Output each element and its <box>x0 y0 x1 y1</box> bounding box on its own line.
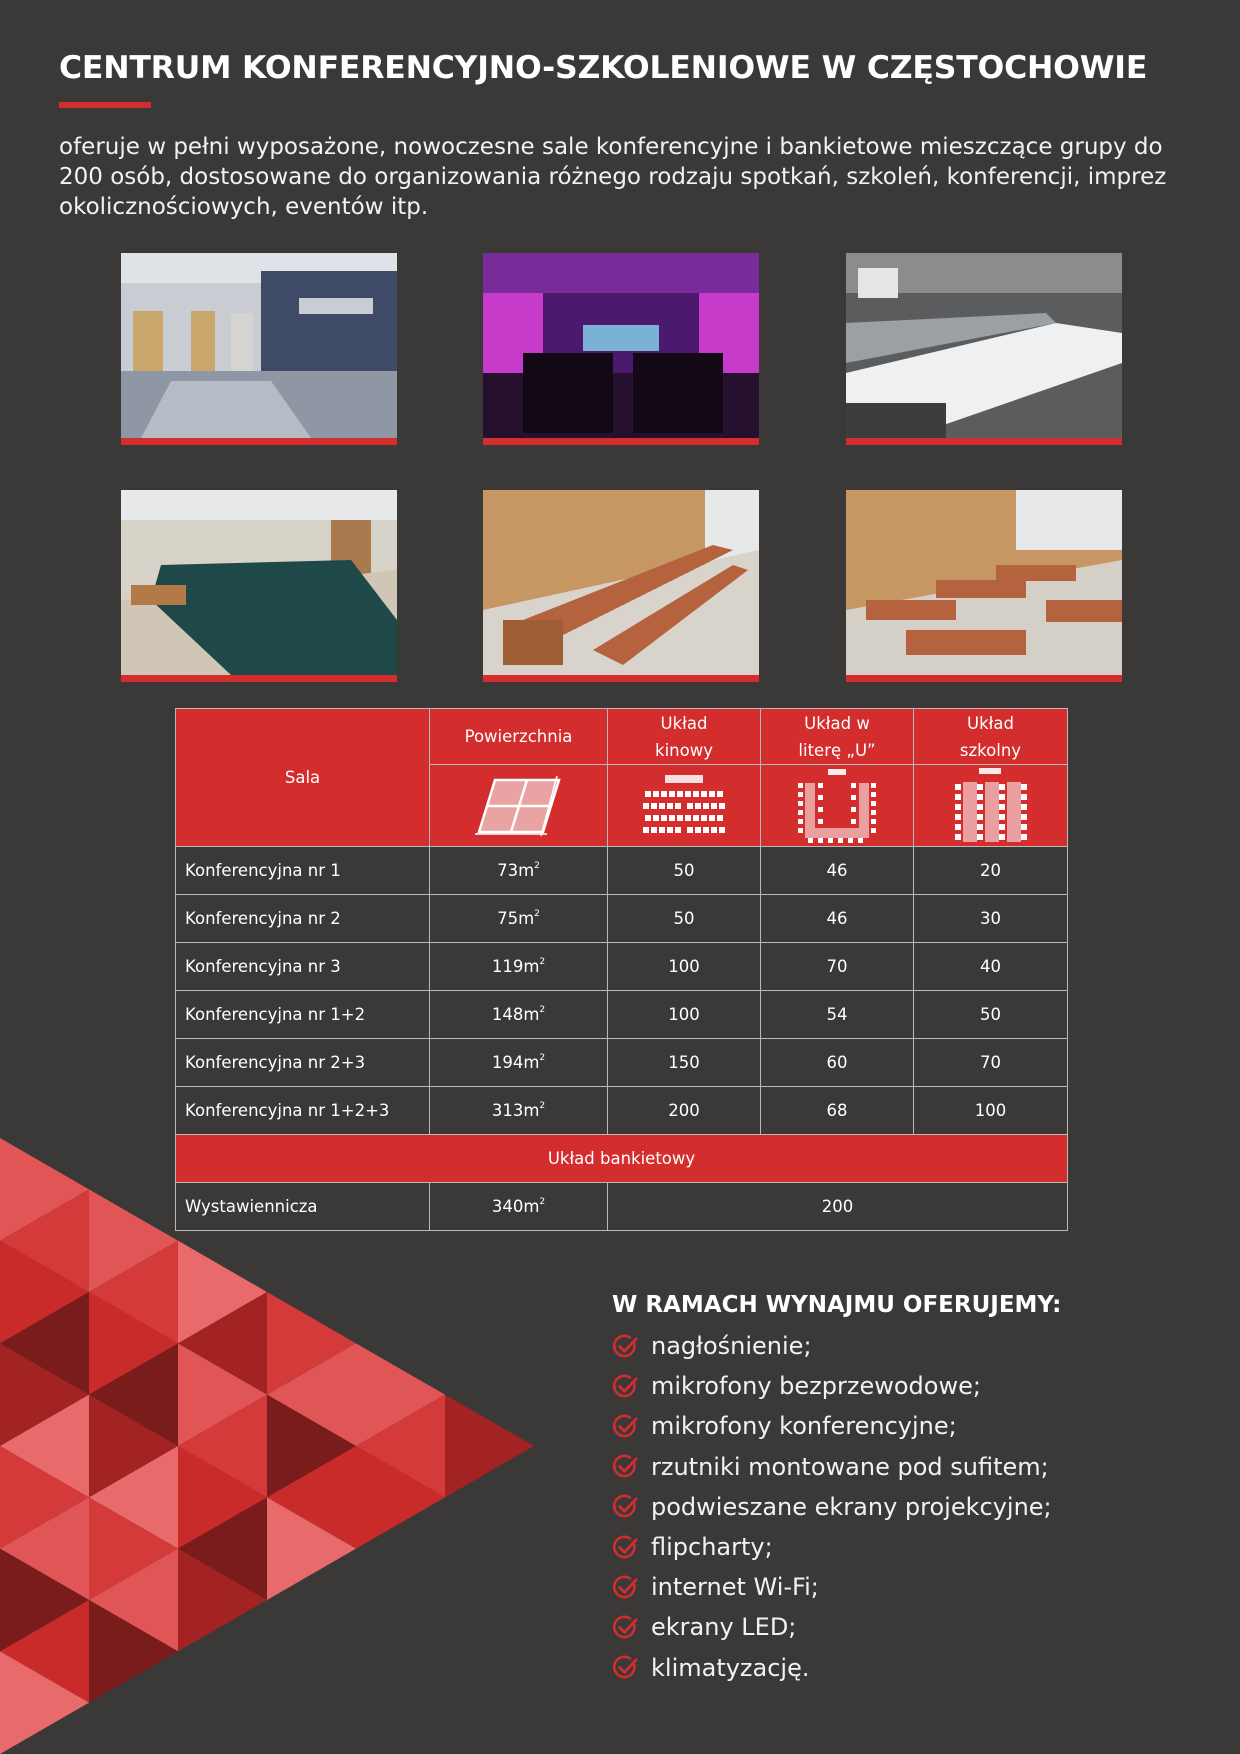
room-name: Konferencyjna nr 2 <box>176 895 430 943</box>
title-underline <box>59 102 151 108</box>
table-row <box>176 1039 1068 1087</box>
page-title: CENTRUM KONFERENCYJNO-SZKOLENIOWE W CZĘSTOCHOWIE <box>59 50 1148 86</box>
room-area: $148m^2$ <box>430 991 608 1039</box>
header-area: Powierzchnia <box>430 709 608 765</box>
room-area: $119m^2$ <box>430 943 608 991</box>
check-circle-icon <box>612 1534 639 1561</box>
photo-lobby <box>121 253 397 445</box>
room-area: $73m^2$ <box>430 847 608 895</box>
room-name: Konferencyjna nr 1+2 <box>176 991 430 1039</box>
capacity-school: 20 <box>914 847 1068 895</box>
capacity-cinema: 100 <box>608 991 761 1039</box>
intro-text: oferuje w pełni wyposażone, nowoczesne sale konferencyjne i bankietowe mieszczące grupy do 200 osób, dostosowane do organizowania różnego rodzaju spotkań, szkoleń, konferencji, imprez okolicznościowych, eventów itp. <box>59 134 1167 220</box>
capacity-school: 30 <box>914 895 1068 943</box>
capacity-u-shape: 68 <box>761 1087 914 1135</box>
capacity-school: 100 <box>914 1087 1068 1135</box>
room-area: $194m^2$ <box>430 1039 608 1087</box>
floor-area-icon <box>430 765 608 847</box>
room-area: $75m^2$ <box>430 895 608 943</box>
check-circle-icon <box>612 1574 639 1601</box>
offer-list <box>612 1326 1052 1688</box>
check-circle-icon <box>612 1413 639 1440</box>
rooms-table <box>175 708 1068 1231</box>
room-area: $340m^2$ <box>430 1183 608 1231</box>
cinema-layout-icon <box>608 765 761 847</box>
list-item: rzutniki montowane pod sufitem; <box>612 1447 1052 1487</box>
capacity-school: 50 <box>914 991 1068 1039</box>
capacity-u-shape: 60 <box>761 1039 914 1087</box>
banquet-header-row <box>176 1135 1068 1183</box>
capacity-u-shape: 46 <box>761 895 914 943</box>
capacity-school: 40 <box>914 943 1068 991</box>
check-circle-icon <box>612 1614 639 1641</box>
capacity-cinema: 150 <box>608 1039 761 1087</box>
room-name: Konferencyjna nr 2+3 <box>176 1039 430 1087</box>
list-item: mikrofony bezprzewodowe; <box>612 1366 1052 1406</box>
capacity-cinema: 100 <box>608 943 761 991</box>
table-row <box>176 1087 1068 1135</box>
check-circle-icon <box>612 1654 639 1681</box>
room-name: Konferencyjna nr 1+2+3 <box>176 1087 430 1135</box>
table-row <box>176 847 1068 895</box>
room-name: Konferencyjna nr 1 <box>176 847 430 895</box>
list-item: ekrany LED; <box>612 1607 1052 1647</box>
mosaic-triangle <box>445 1395 534 1498</box>
offer-title: W RAMACH WYNAJMU OFERUJEMY: <box>612 1292 1062 1318</box>
header-school: Układ szkolny <box>914 709 1068 765</box>
list-item: flipcharty; <box>612 1527 1052 1567</box>
list-item: podwieszane ekrany projekcyjne; <box>612 1487 1052 1527</box>
list-item: mikrofony konferencyjne; <box>612 1406 1052 1446</box>
school-layout-icon <box>914 765 1068 847</box>
capacity-cinema: 50 <box>608 895 761 943</box>
header-u-shape: Układ w literę „U” <box>761 709 914 765</box>
check-circle-icon <box>612 1333 639 1360</box>
photo-purple-hall <box>483 253 759 445</box>
capacity-cinema: 200 <box>608 1087 761 1135</box>
list-item: klimatyzację. <box>612 1648 1052 1688</box>
room-name: Wystawiennicza <box>176 1183 430 1231</box>
capacity-u-shape: 70 <box>761 943 914 991</box>
capacity-banquet: 200 <box>608 1183 1068 1231</box>
check-circle-icon <box>612 1453 639 1480</box>
photo-gallery <box>121 253 1122 679</box>
room-area: $313m^2$ <box>430 1087 608 1135</box>
check-circle-icon <box>612 1493 639 1520</box>
header-sala: Sala <box>176 709 430 847</box>
table-row <box>176 1183 1068 1231</box>
capacity-cinema: 50 <box>608 847 761 895</box>
room-name: Konferencyjna nr 3 <box>176 943 430 991</box>
list-item: nagłośnienie; <box>612 1326 1052 1366</box>
photo-banquet-tables <box>846 253 1122 445</box>
table-row <box>176 895 1068 943</box>
capacity-school: 70 <box>914 1039 1068 1087</box>
list-item: internet Wi-Fi; <box>612 1567 1052 1607</box>
table-row <box>176 943 1068 991</box>
photo-cinema-seating <box>121 490 397 682</box>
header-cinema: Układ kinowy <box>608 709 761 765</box>
capacity-u-shape: 54 <box>761 991 914 1039</box>
u-layout-icon <box>761 765 914 847</box>
capacity-u-shape: 46 <box>761 847 914 895</box>
photo-classroom-room <box>846 490 1122 682</box>
table-row <box>176 991 1068 1039</box>
photo-u-shape-room <box>483 490 759 682</box>
banquet-header: Układ bankietowy <box>176 1135 1068 1183</box>
check-circle-icon <box>612 1373 639 1400</box>
